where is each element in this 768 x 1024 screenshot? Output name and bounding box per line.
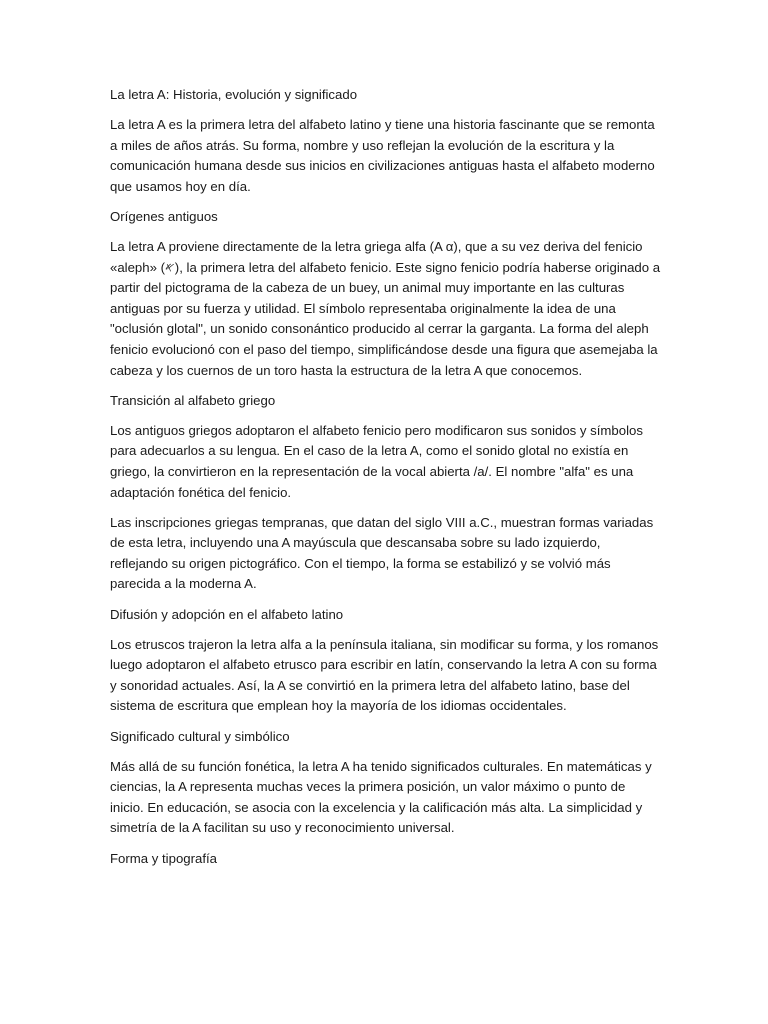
section-heading-transicion: Transición al alfabeto griego [110,392,276,408]
section-paragraph-transicion-2: Las inscripciones griegas tempranas, que datan del siglo VIII a.C., muestran formas variadas de esta letra, incluyendo una A mayúscula que descansaba sobre su lado izquierdo, reflejando su origen pictográfico. Con el tiempo, la forma se estabilizó y se volvió más parecida a la moderna A. [110,514,654,592]
intro-paragraph: La letra A es la primera letra del alfabeto latino y tiene una historia fascinante que se remonta a miles de años atrás. Su forma, nombre y uso reflejan la evolución de la escritura y la comunicación humana desde sus inicios en civilizaciones antiguas hasta el alfabeto moderno que usamos hoy en día. [110,117,655,194]
section-paragraph-origenes: La letra A proviene directamente de la letra griega alfa (Α α), que a su vez deriva del fenicio «aleph» (𐤀), la primera letra del alfabeto fenicio. Este signo fenicio podría haberse originado a partir del pictograma de la cabeza de un buey, un animal muy importante en las culturas antiguas por su fuerza y utilidad. El símbolo representaba originalmente la idea de una "oclusión glotal", un sonido consonántico producido al cerrar la garganta. La forma del aleph fenicio evolucionó con el paso del tiempo, simplificándose desde una figura que asemejaba la cabeza y los cuernos de un toro hasta la estructura de la letra A que conocemos. [110,239,661,378]
section-paragraph-transicion-1: Los antiguos griegos adoptaron el alfabeto fenicio pero modificaron sus sonidos y símbolos para adecuarlos a su lengua. En el caso de la letra A, como el sonido glotal no existía en griego, la convirtieron en la representación de la vocal abierta /a/. El nombre "alfa" es una adaptación fonética del fenicio. [110,422,643,500]
document-title: La letra A: Historia, evolución y significado [110,87,358,102]
document-page [110,85,662,879]
section-heading-origenes: Orígenes antiguos [110,208,218,224]
section-paragraph-significado: Más allá de su función fonética, la letra A ha tenido significados culturales. En matemáticas y ciencias, la A representa muchas veces la primera posición, un valor máximo o punto de inicio. En educación, se asocia con la excelencia y la calificación más alta. La simplicidad y simetría de la A facilitan su uso y reconocimiento universal. [110,758,652,836]
section-paragraph-difusion: Los etruscos trajeron la letra alfa a la península italiana, sin modificar su forma, y los romanos luego adoptaron el alfabeto etrusco para escribir en latín, conservando la letra A con su forma y sonoridad actuales. Así, la A se convirtió en la primera letra del alfabeto latino, base del sistema de escritura que emplean hoy la mayoría de los idiomas occidentales. [110,636,659,714]
section-heading-difusion: Difusión y adopción en el alfabeto latino [110,606,344,622]
section-heading-significado: Significado cultural y simbólico [110,728,290,744]
section-heading-forma: Forma y tipografía [110,850,218,866]
